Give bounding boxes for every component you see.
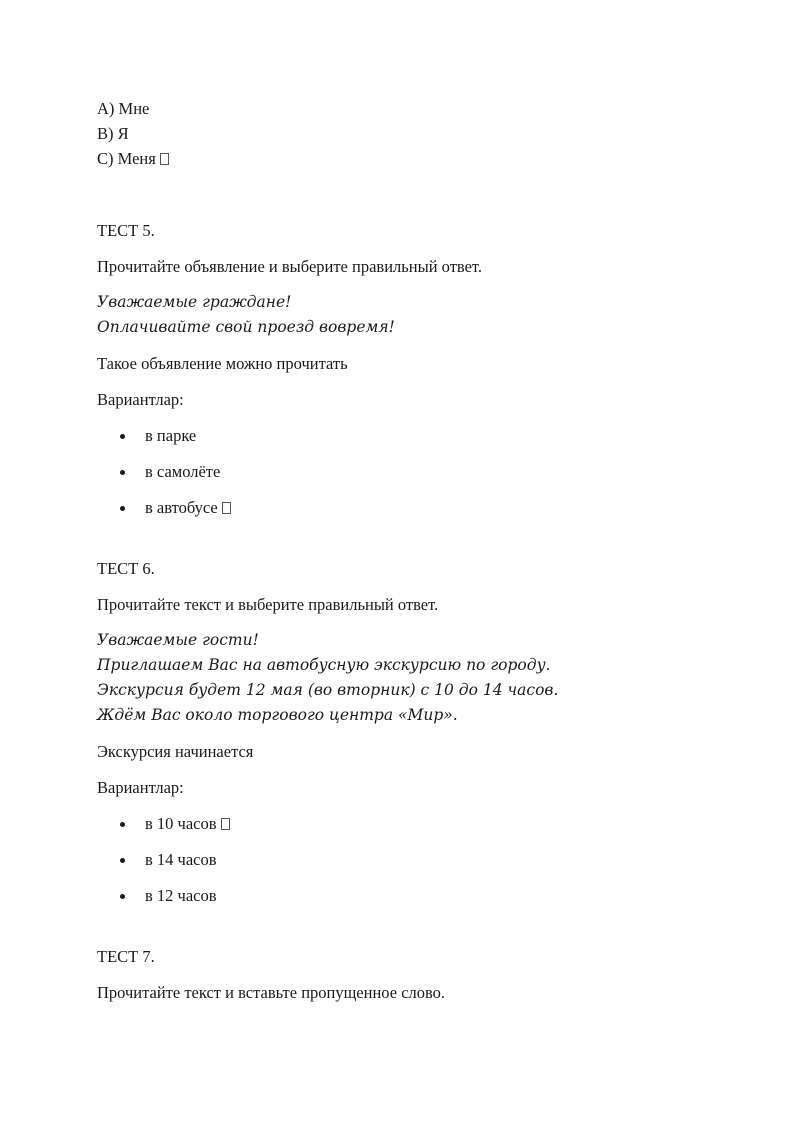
bullet-icon: [120, 822, 125, 827]
option-b: B) Я: [97, 124, 129, 143]
test-6: [97, 556, 737, 908]
test-5: [97, 218, 737, 520]
test-instruction: Прочитайте текст и вставьте пропущенное слово.: [97, 983, 446, 1002]
variants-label: Вариантлар:: [97, 390, 184, 409]
text-line: Экскурсия будет 12 мая (во вторник) с 10 до 14 часов.: [97, 681, 559, 699]
test-instruction: Прочитайте объявление и выберите правильный ответ.: [97, 257, 483, 276]
option-item: в 14 часов: [97, 847, 737, 872]
test-title: ТЕСТ 7.: [97, 947, 155, 966]
options-list: [97, 811, 737, 908]
text-line: Приглашаем Вас на автобусную экскурсию по городу.: [97, 656, 551, 674]
option-a: A) Мне: [97, 99, 150, 118]
option-item: в автобусе: [97, 495, 737, 520]
bullet-icon: [120, 470, 125, 475]
prev-options: [97, 96, 737, 171]
test-title: ТЕСТ 5.: [97, 221, 155, 240]
test-instruction: Прочитайте текст и выберите правильный ответ.: [97, 595, 439, 614]
text-line: Ждём Вас около торгового центра «Мир».: [97, 706, 458, 724]
bullet-icon: [120, 858, 125, 863]
option-item: в парке: [97, 423, 737, 448]
option-item: в 10 часов: [97, 811, 737, 836]
question: Экскурсия начинается: [97, 742, 254, 761]
document-page: [97, 96, 737, 1005]
variants-label: Вариантлар:: [97, 778, 184, 797]
invitation-text: [97, 628, 737, 728]
test-7: [97, 944, 737, 1005]
answer-mark-icon: [221, 818, 230, 830]
option-item: в 12 часов: [97, 883, 737, 908]
announcement-text: [97, 290, 737, 340]
text-line: Оплачивайте свой проезд вовремя!: [97, 318, 395, 336]
test-title: ТЕСТ 6.: [97, 559, 155, 578]
option-item: в самолёте: [97, 459, 737, 484]
option-c: C) Меня: [97, 146, 737, 171]
bullet-icon: [120, 506, 125, 511]
text-line: Уважаемые граждане!: [97, 293, 292, 311]
text-line: Уважаемые гости!: [97, 631, 259, 649]
bullet-icon: [120, 894, 125, 899]
bullet-icon: [120, 434, 125, 439]
answer-mark-icon: [160, 153, 169, 165]
question: Такое объявление можно прочитать: [97, 354, 348, 373]
answer-mark-icon: [222, 502, 231, 514]
options-list: [97, 423, 737, 520]
